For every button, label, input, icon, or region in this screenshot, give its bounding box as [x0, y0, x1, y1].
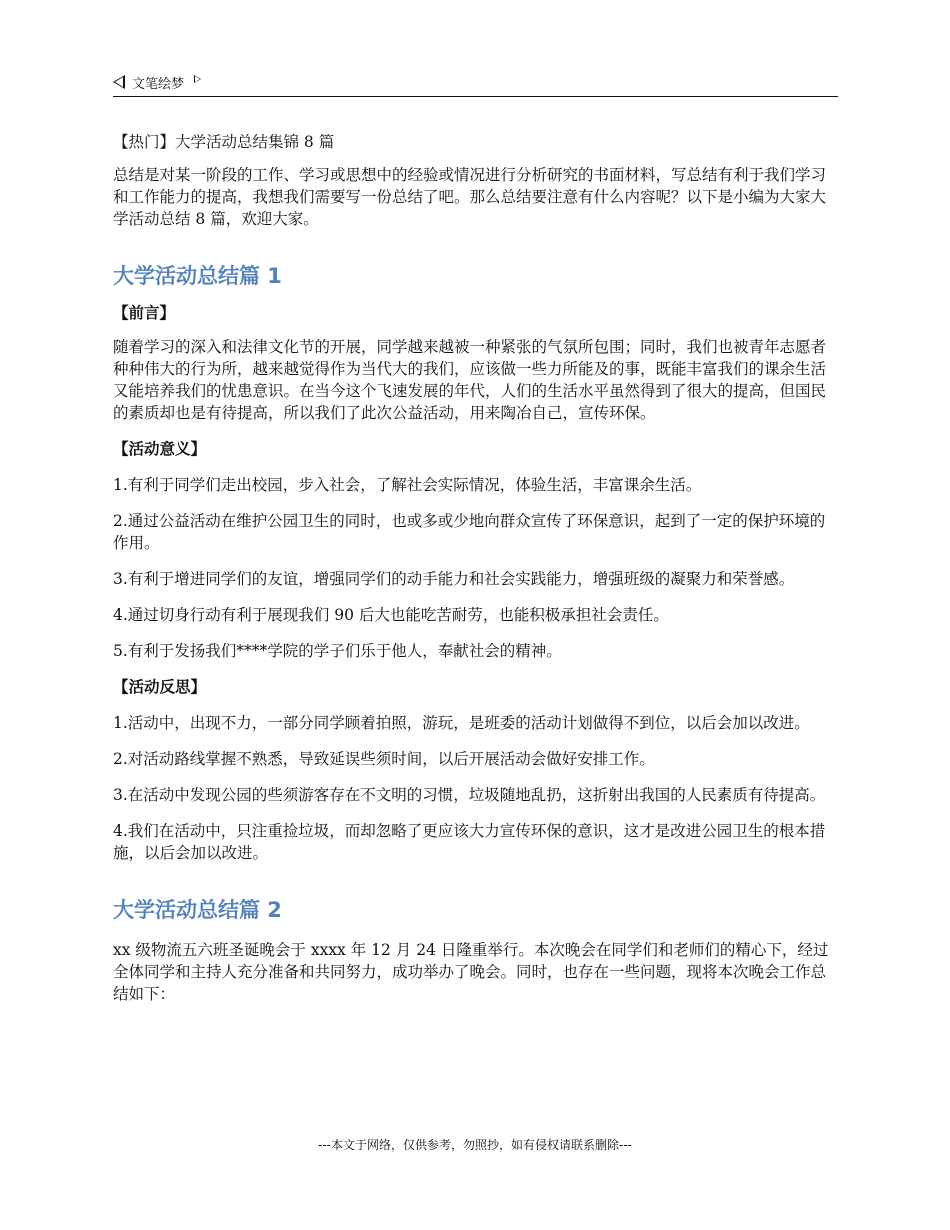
- footer-notice: ---本文于网络，仅供参考，勿照抄，如有侵权请联系删除---: [318, 1138, 632, 1152]
- page-header: [113, 70, 838, 97]
- reflection-item-1: 1.活动中，出现不力，一部分同学顾着拍照，游玩，是班委的活动计划做得不到位，以后会加以改进。: [113, 714, 810, 732]
- meaning-item-3: 3.有利于增进同学们的友谊，增强同学们的动手能力和社会实践能力，增强班级的凝聚力和荣誉感。: [113, 570, 795, 588]
- reflection-label: 【活动反思】: [113, 677, 207, 696]
- site-name: 文笔绘梦: [132, 76, 185, 92]
- document-title: 【热门】大学活动总结集锦 8 篇: [113, 133, 335, 151]
- meaning-item-5: 5.有利于发扬我们****学院的学子们乐于他人，奉献社会的精神。: [113, 642, 562, 660]
- document-page: [113, 70, 838, 1005]
- section-1-heading: 大学活动总结篇 1: [113, 264, 282, 288]
- reflection-item-2: 2.对活动路线掌握不熟悉，导致延误些须时间，以后开展活动会做好安排工作。: [113, 750, 655, 768]
- meaning-item-4: 4.通过切身行动有利于展现我们 90 后大也能吃苦耐劳，也能积极承担社会责任。: [113, 606, 669, 624]
- triangle-left-icon: [113, 75, 125, 89]
- section-2-paragraph: xx 级物流五六班圣诞晚会于 xxxx 年 12 月 24 日隆重举行。本次晚会在同学们和老师们的精心下，经过全体同学和主持人充分准备和共同努力，成功举办了晚会。同时，也存在一些问题，现将本次晚会工作总结如下：: [113, 941, 829, 1003]
- meaning-item-2: 2.通过公益活动在维护公园卫生的同时，也或多或少地向群众宣传了环保意识，起到了一定的保护环境的作用。: [113, 512, 826, 552]
- preface-paragraph: 随着学习的深入和法律文化节的开展，同学越来越被一种紧张的气氛所包围；同时，我们也被青年志愿者种种伟大的行为所，越来越觉得作为当代大的我们，应该做一些力所能及的事，既能丰富我们的课余生活又能培养我们的忧患意识。在当今这个飞速发展的年代，人们的生活水平虽然得到了很大的提高，但国民的素质却也是有待提高，所以我们了此次公益活动，用来陶冶自己，宣传环保。: [113, 338, 827, 422]
- meaning-item-1: 1.有利于同学们走出校园，步入社会，了解社会实际情况，体验生活，丰富课余生活。: [113, 476, 702, 494]
- triangle-right-icon: [194, 75, 201, 83]
- intro-paragraph: 总结是对某一阶段的工作、学习或思想中的经验或情况进行分析研究的书面材料，写总结有利于我们学习和工作能力的提高，我想我们需要写一份总结了吧。那么总结要注意有什么内容呢？以下是小编为大家大学活动总结 8 篇，欢迎大家。: [113, 166, 827, 228]
- reflection-item-4: 4.我们在活动中，只注重捡垃圾，而却忽略了更应该大力宣传环保的意识，这才是改进公园卫生的根本措施，以后会加以改进。: [113, 822, 826, 862]
- preface-label: 【前言】: [113, 303, 176, 322]
- section-2-heading: 大学活动总结篇 2: [113, 898, 282, 922]
- reflection-item-3: 3.在活动中发现公园的些须游客存在不文明的习惯，垃圾随地乱扔，这折射出我国的人民素质有待提高。: [113, 786, 826, 804]
- meaning-label: 【活动意义】: [113, 439, 207, 458]
